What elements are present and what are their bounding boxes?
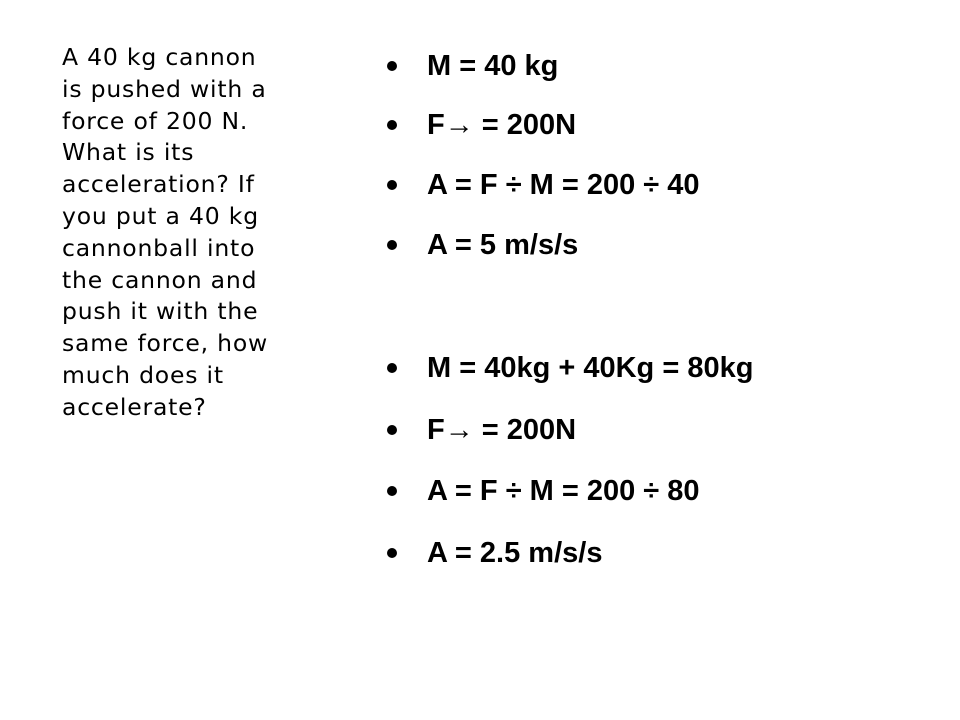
solution-item-text: M = 40 kg: [427, 49, 559, 82]
solution-item: [385, 343, 753, 393]
solution-item: [385, 528, 602, 578]
solution-item: [385, 220, 578, 270]
solution-item-text: A = F ÷ M = 200 ÷ 80: [427, 474, 700, 507]
solution-item: [385, 100, 576, 150]
bullet-icon: [387, 548, 397, 558]
solution-item: [385, 160, 700, 210]
solution-item-text: M = 40kg + 40Kg = 80kg: [427, 351, 754, 384]
solution-item: [385, 405, 576, 455]
bullet-icon: [387, 425, 397, 435]
solution-item-text: A = 2.5 m/s/s: [427, 536, 603, 569]
bullet-icon: [387, 180, 397, 190]
solution-item-text: F→ = 200N: [427, 413, 577, 446]
problem-statement: A 40 kg cannon is pushed with a force of 200 N. What is its acceleration? If you put a 40 kg cannonball into the cannon and push it with the same force, how much does it accelerate?: [62, 43, 269, 421]
bullet-icon: [387, 486, 397, 496]
bullet-icon: [387, 61, 397, 71]
solution-item-text: F→ = 200N: [427, 108, 577, 141]
solution-item-text: A = 5 m/s/s: [427, 228, 579, 261]
solution-item: [385, 466, 700, 516]
solution-item: [385, 41, 558, 91]
bullet-icon: [387, 120, 397, 130]
bullet-icon: [387, 363, 397, 373]
solution-item-text: A = F ÷ M = 200 ÷ 40: [427, 168, 700, 201]
bullet-icon: [387, 240, 397, 250]
